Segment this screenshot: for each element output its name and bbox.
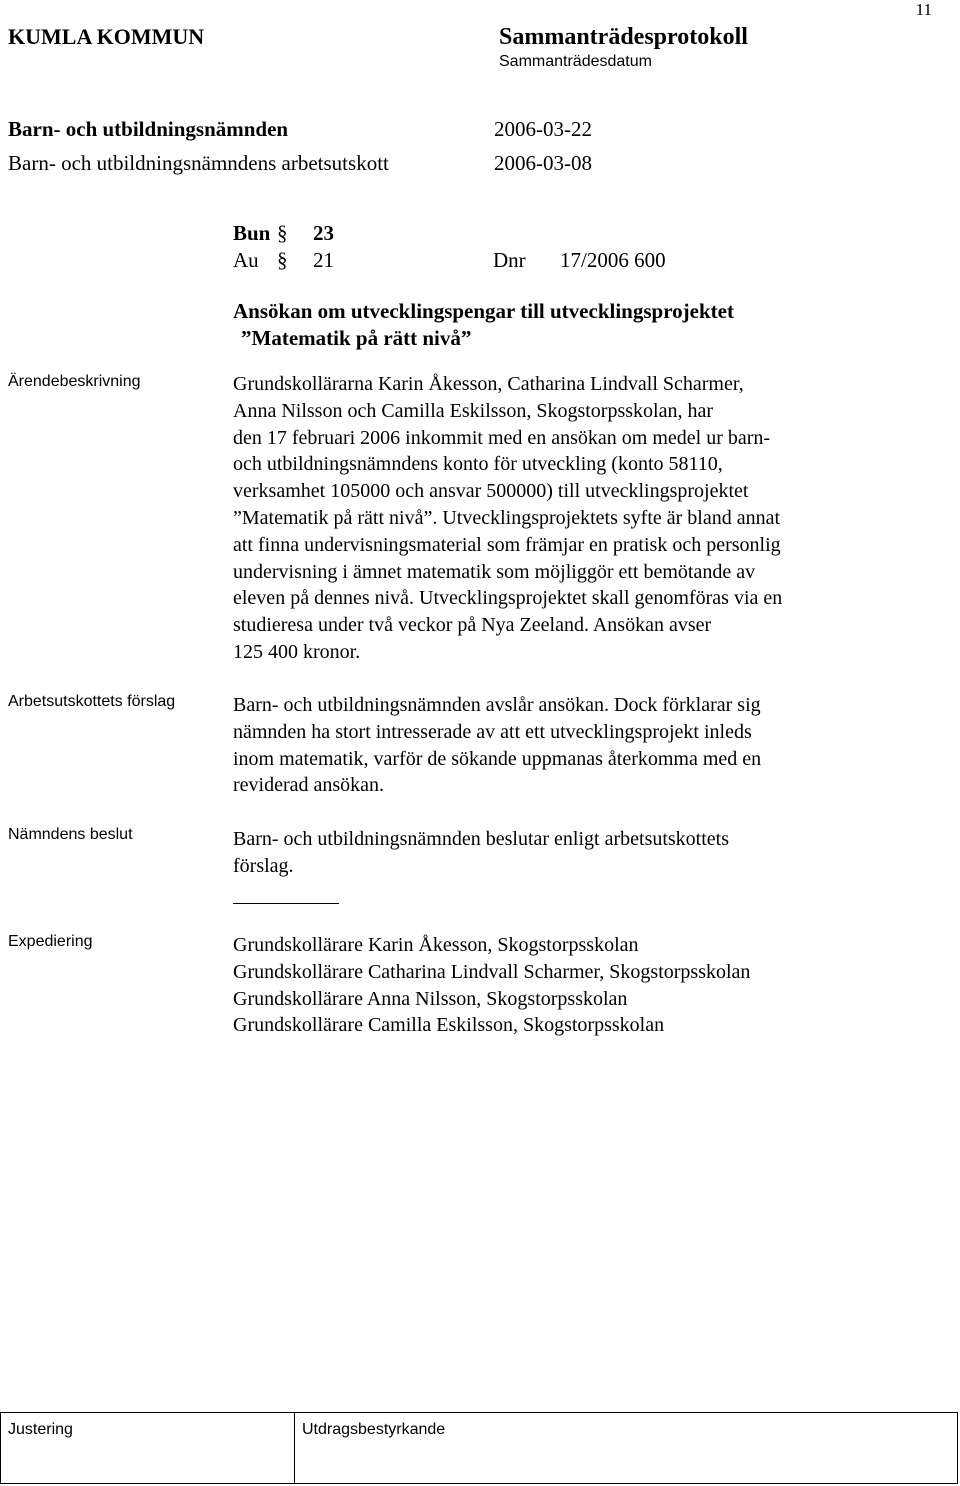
text-line: nämnden ha stort intresserade av att ett utvecklingsprojekt inleds xyxy=(233,720,752,743)
text-line: inom matematik, varför de sökande uppmanas återkomma med en xyxy=(233,747,762,770)
section-text-arendebeskrivning xyxy=(233,371,883,666)
footer-divider xyxy=(294,1413,295,1483)
dnr-label: Dnr xyxy=(493,248,526,272)
separator-rule xyxy=(233,903,339,904)
text-line: Grundskollärare Camilla Eskilsson, Skogstorpsskolan xyxy=(233,1014,665,1037)
text-line: verksamhet 105000 och ansvar 500000) till utvecklingsprojektet xyxy=(233,480,749,503)
board-row-committee xyxy=(8,151,592,176)
section-label-arbetsutskott: Arbetsutskottets förslag xyxy=(8,693,176,710)
section-text-arbetsutskott xyxy=(233,692,883,799)
justering-label: Justering xyxy=(8,1421,73,1438)
text-line: den 17 februari 2006 inkommit med en ansökan om medel ur barn- xyxy=(233,426,771,449)
text-line: Grundskollärarna Karin Åkesson, Catharina Lindvall Scharmer, xyxy=(233,373,744,395)
au-number: 21 xyxy=(313,248,334,272)
au-paragraph-ref xyxy=(233,248,666,273)
case-title xyxy=(233,298,933,352)
text-line: Grundskollärare Catharina Lindvall Scharmer, Skogstorpsskolan xyxy=(233,960,751,983)
board-name: Barn- och utbildningsnämnden xyxy=(8,117,289,141)
text-line: Grundskollärare Anna Nilsson, Skogstorpsskolan xyxy=(233,987,628,1010)
signature-footer xyxy=(0,1412,958,1484)
utdragsbestyrkande-label: Utdragsbestyrkande xyxy=(302,1421,446,1438)
paragraph-symbol: § xyxy=(277,248,288,272)
section-text-expediering xyxy=(233,932,883,1039)
text-line: Anna Nilsson och Camilla Eskilsson, Skogstorpsskolan, har xyxy=(233,399,713,422)
text-line: att finna undervisningsmaterial som främjar en pratisk och personlig xyxy=(233,533,781,556)
text-line: Barn- och utbildningsnämnden avslår ansökan. Dock förklarar sig xyxy=(233,694,761,716)
board-date: 2006-03-22 xyxy=(494,117,592,141)
section-label-arendebeskrivning: Ärendebeskrivning xyxy=(8,373,141,390)
text-line: eleven på dennes nivå. Utvecklingsprojektet skall genomföras via en xyxy=(233,587,783,610)
au-label: Au xyxy=(233,248,259,272)
text-line: studieresa under två veckor på Nya Zeeland. Ansökan avser xyxy=(233,614,712,637)
section-text-beslut xyxy=(233,826,883,880)
section-label-expediering: Expediering xyxy=(8,933,93,950)
paragraph-symbol: § xyxy=(277,221,288,245)
board-row-main xyxy=(8,117,592,142)
board-name: Barn- och utbildningsnämndens arbetsutskott xyxy=(8,151,389,175)
text-line: förslag. xyxy=(233,854,294,877)
case-title-line: ”Matematik på rätt nivå” xyxy=(241,326,472,350)
page-number: 11 xyxy=(915,0,932,19)
text-line: ”Matematik på rätt nivå”. Utvecklingsprojektets syfte är bland annat xyxy=(233,506,781,529)
text-line: Grundskollärare Karin Åkesson, Skogstorpsskolan xyxy=(233,934,639,956)
section-label-beslut: Nämndens beslut xyxy=(8,826,133,843)
document-type: Sammanträdesprotokoll xyxy=(499,24,748,50)
bun-label: Bun xyxy=(233,221,271,245)
text-line: reviderad ansökan. xyxy=(233,774,385,797)
dnr-value: 17/2006 600 xyxy=(560,248,666,272)
meeting-date-label: Sammanträdesdatum xyxy=(499,53,652,70)
text-line: 125 400 kronor. xyxy=(233,640,361,663)
text-line: undervisning i ämnet matematik som möjliggör ett bemötande av xyxy=(233,560,756,583)
organization-name: KUMLA KOMMUN xyxy=(8,24,205,49)
text-line: och utbildningsnämndens konto för utveckling (konto 58110, xyxy=(233,453,723,476)
text-line: Barn- och utbildningsnämnden beslutar enligt arbetsutskottets xyxy=(233,828,730,850)
case-title-line: Ansökan om utvecklingspengar till utvecklingsprojektet xyxy=(233,299,734,323)
board-date: 2006-03-08 xyxy=(494,151,592,175)
bun-number: 23 xyxy=(313,221,334,245)
bun-paragraph-ref xyxy=(233,221,334,246)
